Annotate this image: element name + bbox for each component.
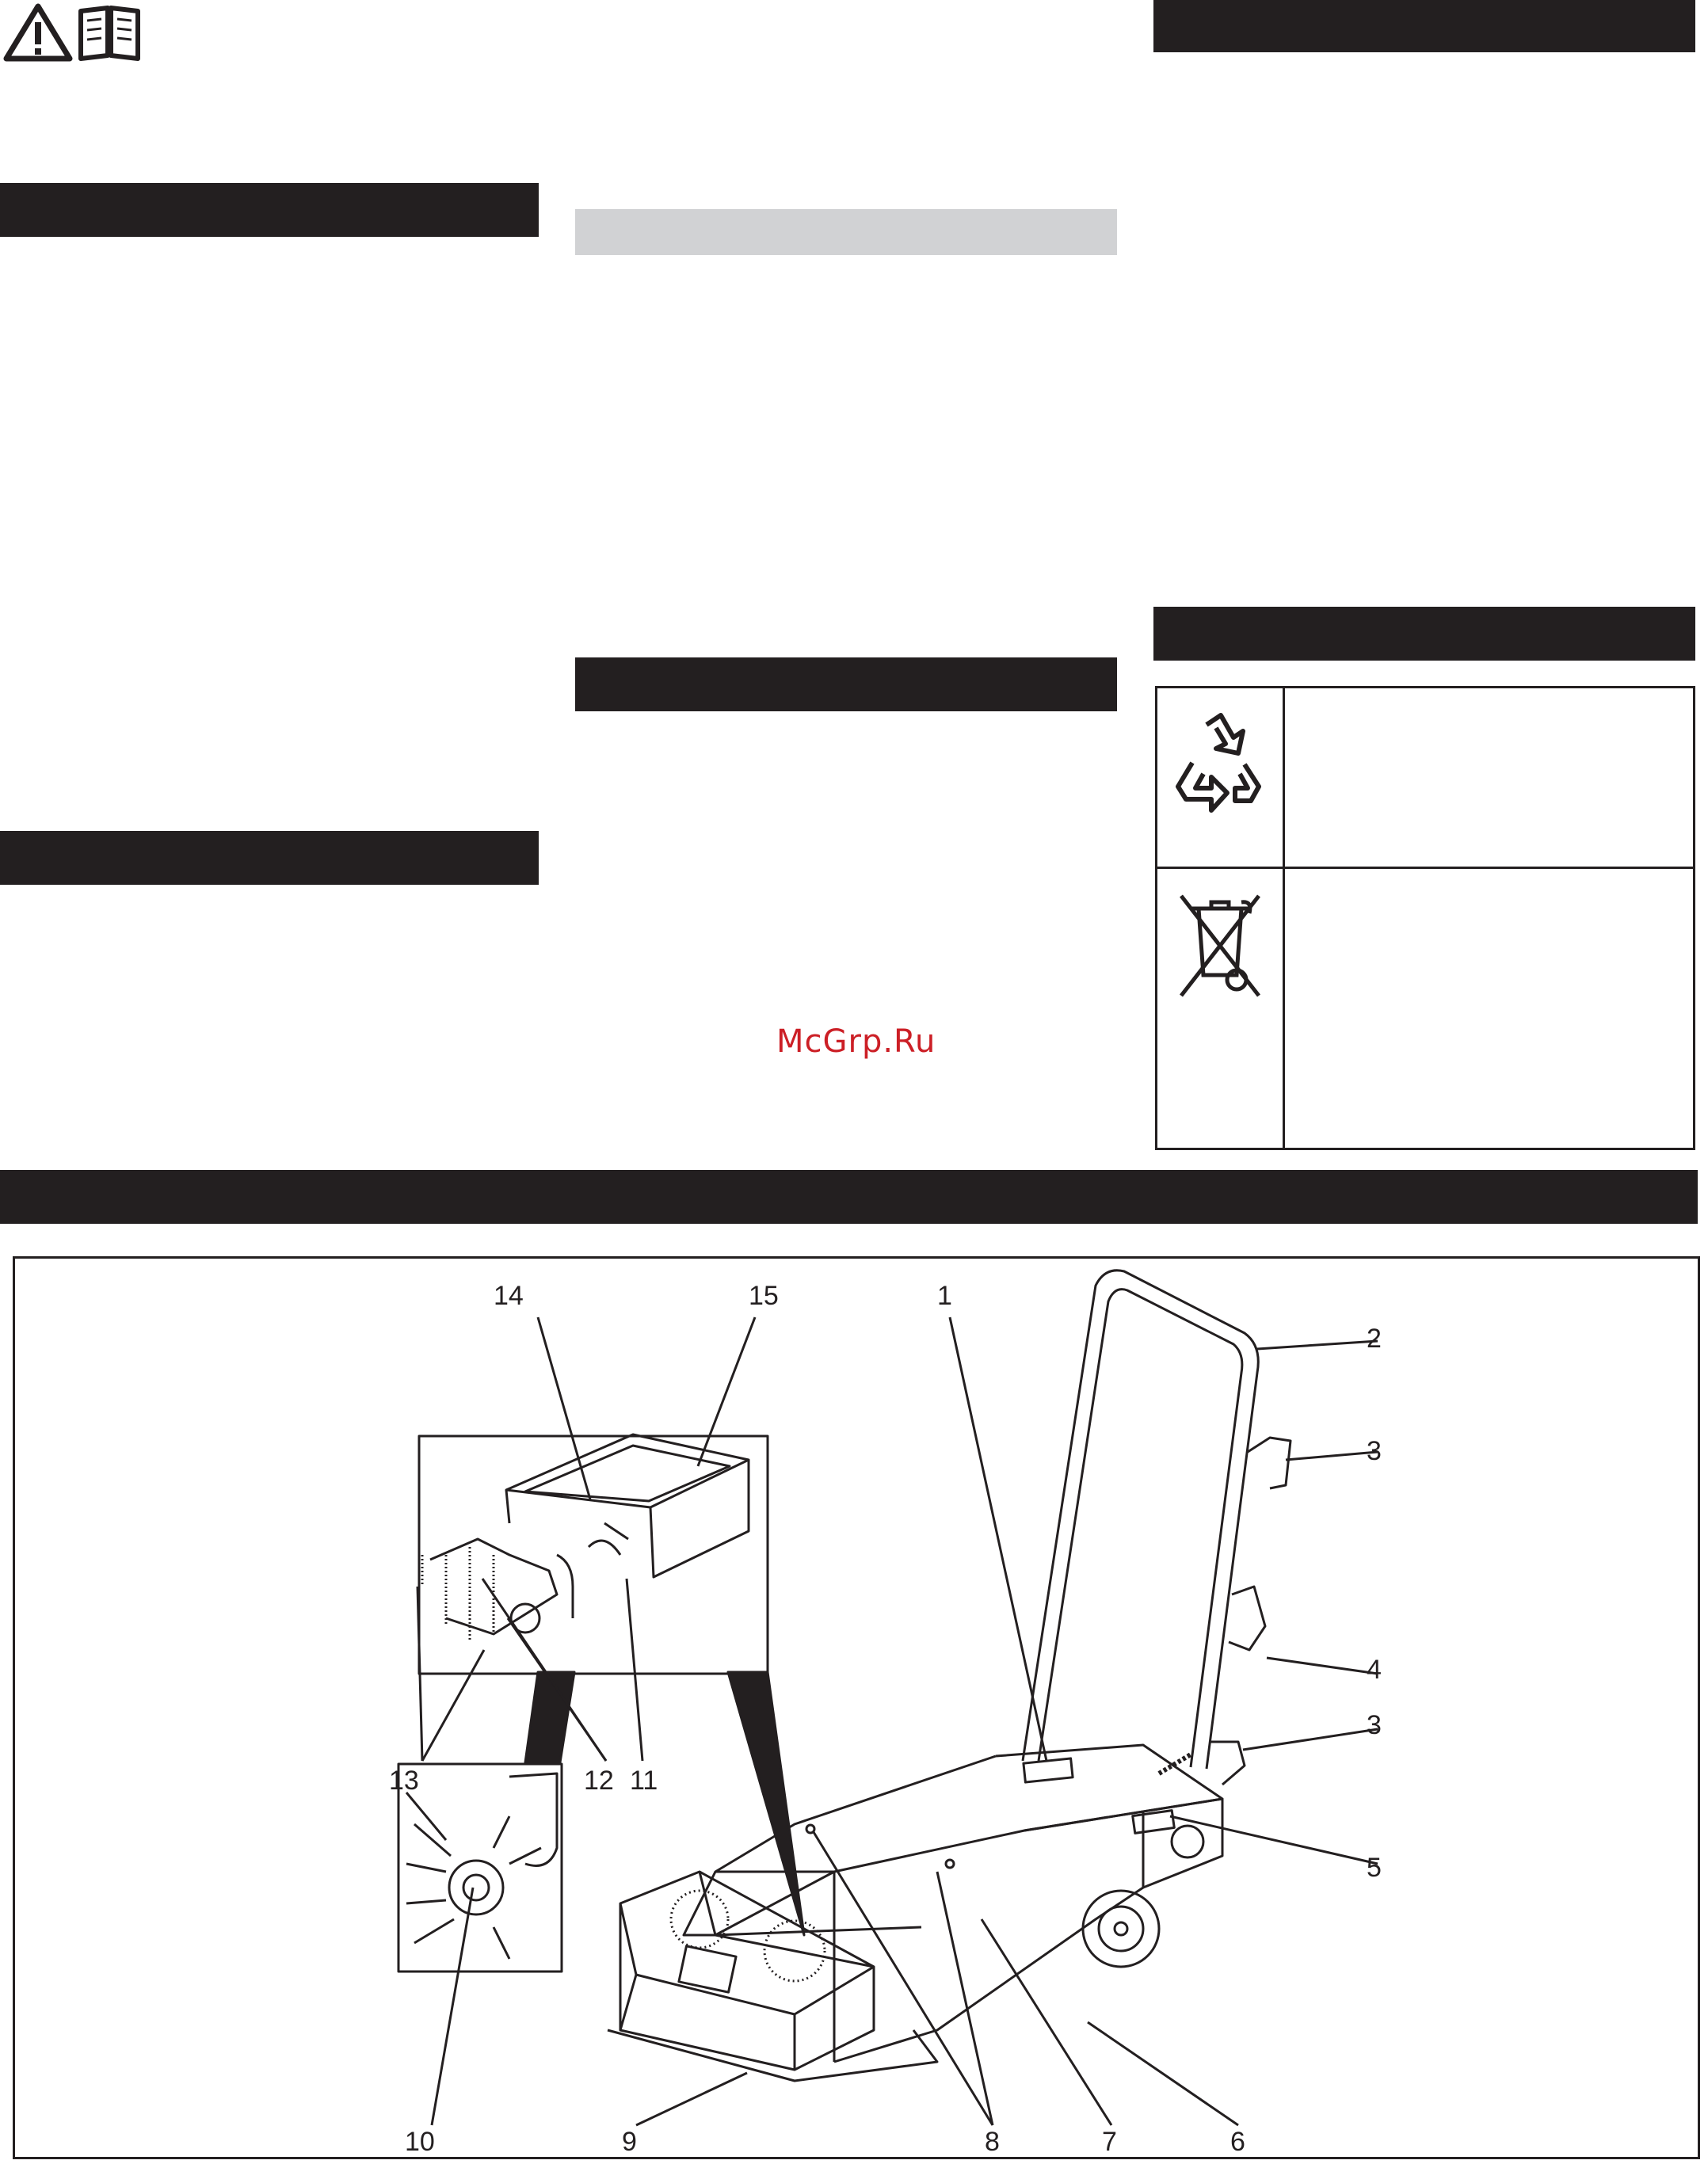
callout-12: 12 [584,1766,614,1796]
sweeper-drawing [15,1259,1698,2157]
section-bar-left-1 [0,183,539,237]
callout-3-upper: 3 [1367,1436,1382,1466]
box-divider-horizontal [1157,867,1693,869]
callout-2: 2 [1367,1324,1382,1354]
section-bar-left-2 [0,831,539,885]
callout-5: 5 [1367,1853,1382,1883]
box-divider-vertical [1283,688,1285,1148]
callout-8: 8 [985,2127,1000,2157]
watermark: McGrp.Ru [776,1023,936,1060]
crossed-bin-icon [1176,890,1264,1000]
section-bar-full-width [0,1170,1698,1224]
section-bar-middle [575,657,1117,711]
callout-11: 11 [630,1766,658,1796]
recycle-icon [1169,707,1271,818]
section-bar-right-1 [1153,0,1695,52]
callout-15: 15 [749,1281,779,1311]
callout-7: 7 [1102,2127,1117,2157]
callout-14: 14 [494,1281,524,1311]
callout-3-lower: 3 [1367,1710,1382,1740]
device-overview-figure [13,1256,1700,2159]
callout-13: 13 [389,1766,419,1796]
callout-6: 6 [1230,2127,1245,2157]
warning-triangle-icon [3,3,73,62]
section-bar-middle-gray [575,209,1117,255]
callout-4: 4 [1367,1655,1382,1685]
callout-9: 9 [622,2127,637,2157]
open-book-icon [76,3,143,62]
section-bar-right-2 [1153,607,1695,661]
environment-protection-box [1155,686,1695,1150]
callout-10: 10 [405,2127,435,2157]
callout-1: 1 [937,1281,952,1311]
